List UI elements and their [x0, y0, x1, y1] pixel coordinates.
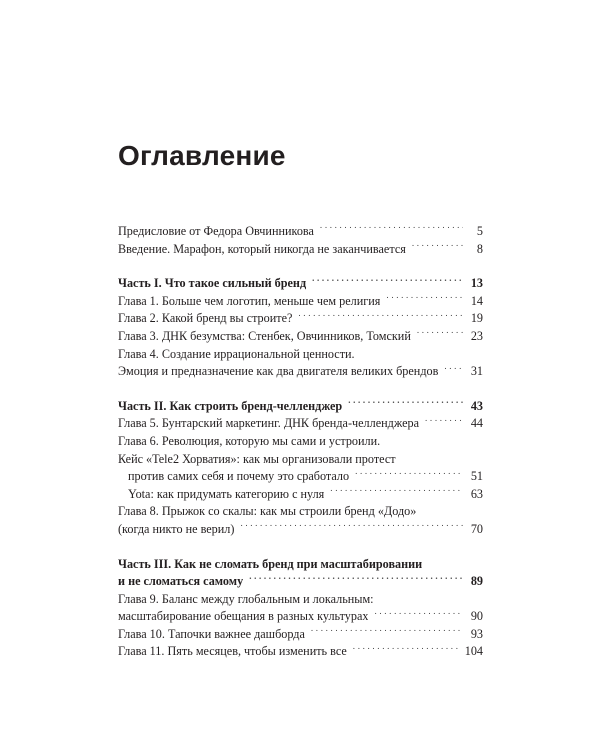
toc-page-number: 51: [470, 469, 483, 484]
leader-dots: [320, 224, 463, 235]
toc-entry-label: и не сломаться самому: [118, 574, 244, 589]
toc-entry-label: Глава 10. Тапочки важнее дашборда: [118, 626, 305, 641]
toc-part3-heading[interactable]: [118, 573, 483, 591]
toc-page-number: 5: [476, 224, 483, 238]
toc-part3-group: [118, 556, 483, 662]
toc-entry-label: Эмоция и предназначение как два двигателя великих брендов: [118, 364, 439, 379]
toc-entry-yota[interactable]: [118, 486, 483, 504]
toc-page-number: 8: [476, 241, 483, 256]
toc-page-number: 43: [470, 398, 483, 413]
toc-entry-label: против самих себя и почему это сработало: [128, 469, 350, 484]
toc-part2-group: [118, 398, 483, 539]
toc-entry-chapter-6-line2[interactable]: Кейс «Tele2 Хорватия»: как мы организовали протест: [118, 451, 396, 466]
toc-entry-preface[interactable]: [118, 223, 483, 241]
leader-dots: [417, 329, 463, 340]
toc-entry-label: Введение. Марафон, который никогда не заканчивается: [118, 241, 406, 256]
toc-part2-heading[interactable]: [118, 398, 483, 416]
toc-entry-label: Yota: как придумать категорию с нуля: [128, 486, 325, 501]
toc-entry-label: (когда никто не верил): [118, 521, 235, 536]
toc-entry-introduction[interactable]: [118, 241, 483, 259]
toc-entry-label: Глава 1. Больше чем логотип, меньше чем религия: [118, 293, 381, 308]
toc-entry-chapter-3[interactable]: [118, 328, 483, 346]
table-of-contents: [118, 223, 483, 678]
leader-dots: [412, 242, 463, 253]
toc-entry-chapter-5[interactable]: [118, 415, 483, 433]
toc-part3-heading-line1[interactable]: Часть III. Как не сломать бренд при масштабировании: [118, 556, 423, 571]
toc-entry-chapter-8[interactable]: [118, 521, 483, 539]
toc-page-number: 13: [470, 276, 483, 291]
toc-entry-label: Предисловие от Федора Овчинникова: [118, 224, 314, 238]
leader-dots: [444, 364, 463, 375]
toc-page-number: 44: [470, 416, 483, 431]
toc-page-number: 23: [470, 328, 483, 343]
leader-dots: [355, 469, 463, 480]
toc-entry-chapter-4[interactable]: [118, 363, 483, 381]
toc-page-number: 104: [464, 644, 483, 659]
toc-entry-chapter-10[interactable]: [118, 626, 483, 644]
toc-entry-chapter-11[interactable]: [118, 643, 483, 661]
toc-page-number: 63: [470, 486, 483, 501]
toc-entry-label: Глава 3. ДНК безумства: Стенбек, Овчинников, Томский: [118, 328, 411, 343]
leader-dots: [374, 609, 463, 620]
leader-dots: [330, 487, 463, 498]
toc-entry-chapter-8-line1[interactable]: Глава 8. Прыжок со скалы: как мы строили бренд «Додо»: [118, 504, 417, 519]
toc-entry-chapter-9-line1[interactable]: Глава 9. Баланс между глобальным и локальным:: [118, 591, 374, 606]
leader-dots: [312, 276, 463, 287]
toc-page-number: 14: [470, 293, 483, 308]
toc-entry-label: Глава 2. Какой бренд вы строите?: [118, 311, 293, 326]
toc-entry-chapter-1[interactable]: [118, 293, 483, 311]
leader-dots: [353, 644, 461, 655]
leader-dots: [311, 627, 463, 638]
toc-entry-chapter-6[interactable]: [118, 468, 483, 486]
toc-page-number: 19: [470, 311, 483, 326]
leader-dots: [386, 294, 463, 305]
leader-dots: [425, 416, 463, 427]
toc-part1-group: [118, 275, 483, 381]
leader-dots: [298, 311, 463, 322]
leader-dots: [348, 399, 463, 410]
toc-part1-heading[interactable]: [118, 275, 483, 293]
toc-entry-label: Часть II. Как строить бренд-челленджер: [118, 398, 343, 413]
toc-entry-label: Глава 11. Пять месяцев, чтобы изменить все: [118, 644, 347, 659]
toc-entry-chapter-6-line1[interactable]: Глава 6. Революция, которую мы сами и устроили.: [118, 433, 381, 448]
toc-entry-chapter-9[interactable]: [118, 608, 483, 626]
toc-page-number: 90: [470, 609, 483, 624]
leader-dots: [249, 574, 463, 585]
toc-entry-label: Глава 5. Бунтарский маркетинг. ДНК бренда-челленджера: [118, 416, 420, 431]
toc-entry-label: Часть I. Что такое сильный бренд: [118, 276, 307, 291]
toc-page-number: 93: [470, 626, 483, 641]
toc-page-number: 70: [470, 521, 483, 536]
toc-intro-group: [118, 223, 483, 258]
page-title: Оглавление: [118, 140, 286, 171]
toc-entry-label: масштабирование обещания в разных культурах: [118, 609, 369, 624]
toc-entry-chapter-4-line1[interactable]: Глава 4. Создание иррациональной ценности.: [118, 346, 355, 361]
leader-dots: [240, 522, 463, 533]
toc-page-number: 89: [470, 574, 483, 589]
toc-entry-chapter-2[interactable]: [118, 310, 483, 328]
toc-page-number: 31: [470, 364, 483, 379]
